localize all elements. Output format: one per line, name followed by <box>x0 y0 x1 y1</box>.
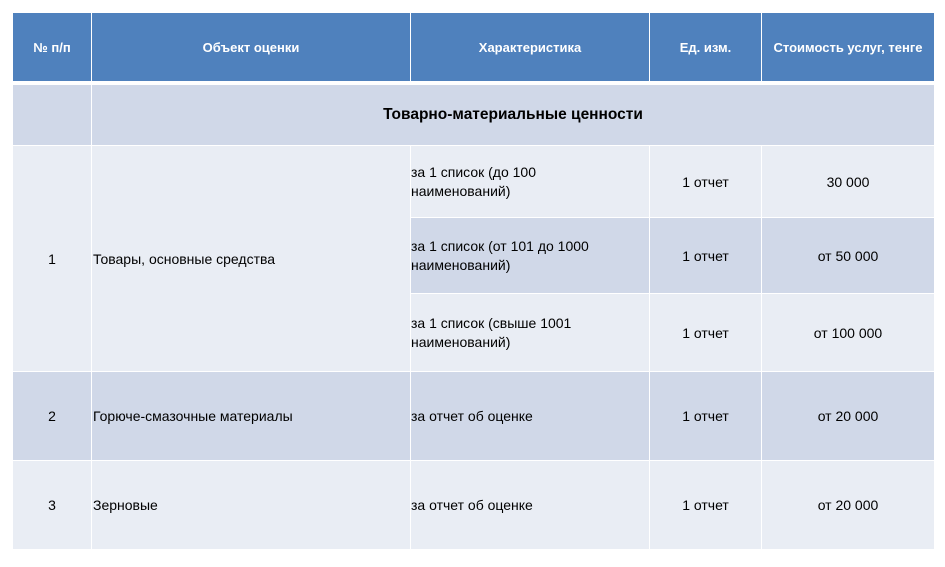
row-characteristic: за отчет об оценке <box>411 372 650 461</box>
row-unit: 1 отчет <box>650 461 762 550</box>
row-price: 30 000 <box>762 146 935 218</box>
row-unit: 1 отчет <box>650 372 762 461</box>
row-unit: 1 отчет <box>650 218 762 294</box>
table-row <box>13 461 935 550</box>
row-num: 3 <box>13 461 92 550</box>
row-characteristic: за 1 список (до 100 наименований) <box>411 146 650 218</box>
row-characteristic: за отчет об оценке <box>411 461 650 550</box>
row-num: 2 <box>13 372 92 461</box>
row-num: 1 <box>13 146 92 372</box>
header-unit: Ед. изм. <box>650 13 762 82</box>
row-price: от 100 000 <box>762 294 935 372</box>
header-num: № п/п <box>13 13 92 82</box>
row-object: Товары, основные средства <box>92 146 411 372</box>
header-characteristic: Характеристика <box>411 13 650 82</box>
pricing-table <box>12 12 935 550</box>
row-unit: 1 отчет <box>650 294 762 372</box>
row-object: Зерновые <box>92 461 411 550</box>
row-object: Горюче-смазочные материалы <box>92 372 411 461</box>
row-unit: 1 отчет <box>650 146 762 218</box>
row-price: от 20 000 <box>762 461 935 550</box>
header-object: Объект оценки <box>92 13 411 82</box>
header-row <box>13 13 935 82</box>
table-row <box>13 372 935 461</box>
table-row <box>13 146 935 218</box>
row-characteristic: за 1 список (свыше 1001 наименований) <box>411 294 650 372</box>
section-title: Товарно-материальные ценности <box>92 85 935 146</box>
section-row <box>13 85 935 146</box>
header-price: Стоимость услуг, тенге <box>762 13 935 82</box>
row-price: от 50 000 <box>762 218 935 294</box>
row-price: от 20 000 <box>762 372 935 461</box>
section-empty-cell <box>13 85 92 146</box>
row-characteristic: за 1 список (от 101 до 1000 наименований) <box>411 218 650 294</box>
